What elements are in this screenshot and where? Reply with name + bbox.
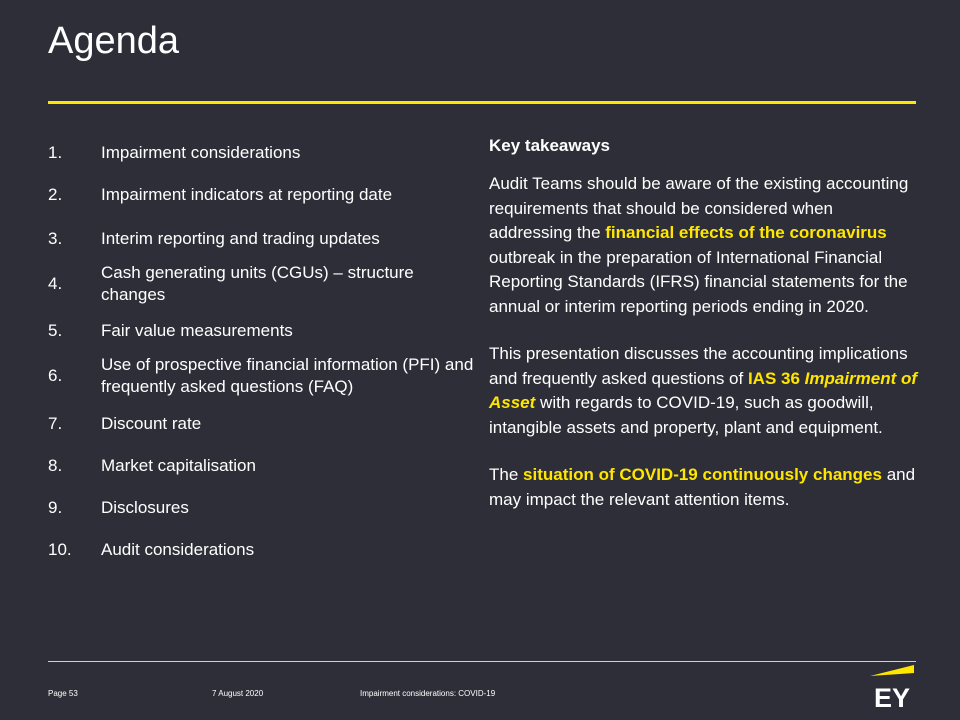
agenda-item-label: Discount rate [101,414,202,433]
agenda-item-label: Cash generating units (CGUs) – structure changes [101,263,414,304]
ey-logo-icon [868,664,916,710]
takeaway-highlight-italic: Impairment of Asset [489,368,918,412]
agenda-item [48,354,478,398]
agenda-item [48,539,478,561]
agenda-item-number: 3. [48,229,63,248]
agenda-item-number: 10. [48,540,72,559]
takeaway-paragraph-2 [489,342,919,440]
takeaway-paragraph-3 [489,463,919,512]
footer-divider [48,661,916,662]
takeaway-highlight: situation of COVID-19 continuously changes [523,465,882,484]
takeaway-highlight: financial effects of the coronavirus [605,223,887,242]
agenda-item-number: 9. [48,498,63,517]
agenda-item-number: 7. [48,414,63,433]
footer-document-title: Impairment considerations: COVID-19 [360,689,496,698]
agenda-item-label: Disclosures [101,498,189,517]
footer-date: 7 August 2020 [212,689,264,698]
title-underline [48,101,916,104]
footer-page-number: Page 53 [48,689,78,698]
agenda-item-label: Fair value measurements [101,321,293,340]
ey-logo-text: EY [873,683,911,710]
takeaway-text: outbreak in the preparation of International Financial Reporting Standards (IFRS) financial statements for the annual or interim reporting periods ending in 2020. [489,247,908,316]
agenda-item-number: 6. [48,366,63,385]
agenda-item-label: Use of prospective financial information (PFI) and frequently asked questions (FAQ) [101,355,474,396]
takeaway-text: and may impact the relevant attention items. [489,465,916,509]
takeaway-text: This presentation discusses the accounting implications and frequently asked questions of [489,344,908,388]
takeaway-text: Audit Teams should be aware of the existing accounting requirements that should be considered when addressing the [489,174,909,242]
agenda-item-label: Impairment indicators at reporting date [101,185,393,204]
takeaway-paragraph-1 [489,172,919,319]
key-takeaways-heading: Key takeaways [489,136,610,155]
takeaway-text: The [489,465,524,484]
agenda-item-number: 8. [48,456,63,475]
key-takeaways-panel [489,134,919,535]
agenda-item [48,497,478,519]
agenda-item [48,142,478,164]
agenda-item [48,320,478,342]
agenda-item [48,455,478,477]
agenda-item-number: 2. [48,185,63,204]
agenda-item-label: Market capitalisation [101,456,256,475]
takeaway-highlight: IAS 36 [747,368,805,388]
agenda-item-label: Interim reporting and trading updates [101,229,380,248]
agenda-item [48,262,478,306]
agenda-item-label: Audit considerations [101,540,255,559]
agenda-item-label: Impairment considerations [101,143,301,162]
takeaway-text: with regards to COVID-19, such as goodwill, intangible assets and property, plant and equipment. [489,393,883,437]
agenda-item-number: 5. [48,321,63,340]
agenda-item-number: 1. [48,143,63,162]
agenda-item [48,184,478,206]
agenda-item-number: 4. [48,274,63,293]
page-title: Agenda [48,20,180,62]
agenda-item [48,228,478,250]
agenda-item [48,413,478,435]
